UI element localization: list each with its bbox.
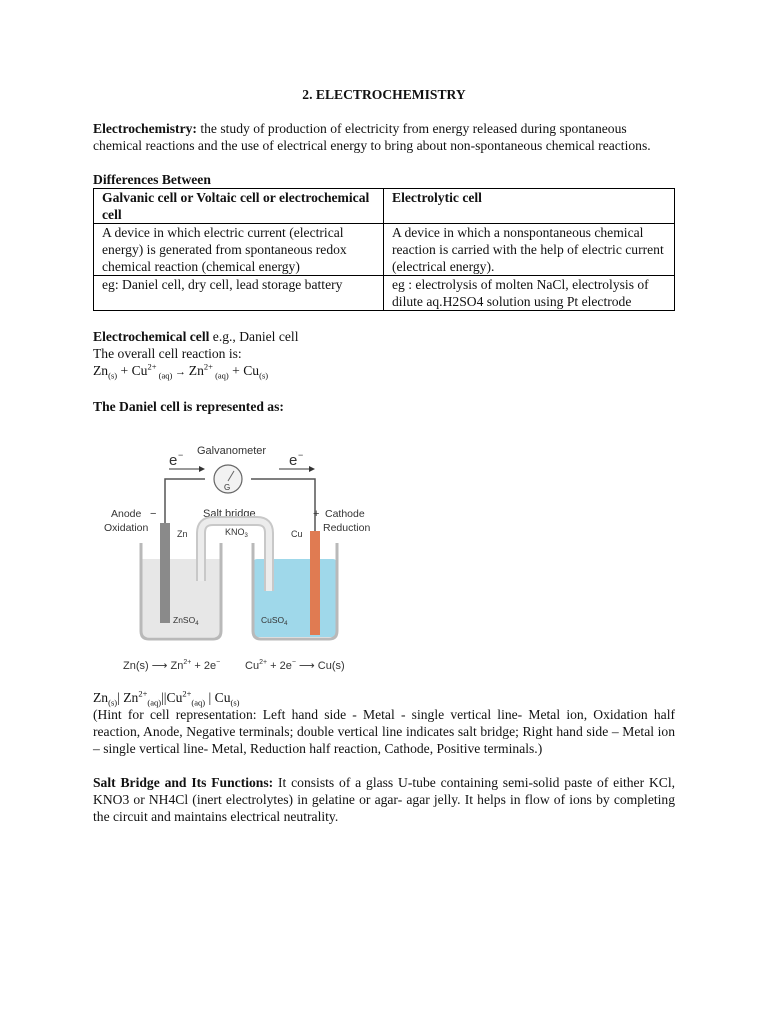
copper-electrode bbox=[310, 531, 320, 635]
zinc-electrode bbox=[160, 523, 170, 623]
cell-representation-hint: (Hint for cell representation: Left hand side - Metal - single vertical line- Metal ion, Oxidation half reaction, Anode, Negative terminals; double vertical line indicates salt bridge; Right hand side – Metal ion – single vertical line- Metal, Reduction half reaction, Cathode, Positive terminals.) bbox=[93, 707, 675, 756]
eq-part: (s) bbox=[108, 370, 118, 381]
notation-part: (s) bbox=[108, 697, 118, 708]
salt-bridge-paragraph bbox=[93, 774, 675, 825]
half-reaction-part: + 2e bbox=[267, 660, 292, 672]
half-reaction-part: − bbox=[291, 659, 296, 666]
definition-text: the study of production of electricity from energy released during spontaneous chemical reactions and the use of electrical energy to bring about non-spontaneous chemical reactions. bbox=[93, 121, 651, 153]
eq-part: Zn bbox=[188, 363, 204, 378]
notation-part: 2+ bbox=[138, 688, 148, 699]
daniel-cell-diagram bbox=[93, 433, 393, 681]
salt-bridge-label: Salt bridge bbox=[203, 508, 256, 520]
eq-part: (aq) bbox=[156, 370, 173, 381]
kno3-sub: 3 bbox=[244, 533, 248, 539]
copper-label: Cu bbox=[291, 529, 303, 539]
electrochemical-cell-text: e.g., Daniel cell bbox=[212, 329, 299, 344]
notation-part: | Cu bbox=[205, 690, 231, 705]
table-header-galvanic: Galvanic cell or Voltaic cell or electrochemical cell bbox=[94, 189, 384, 224]
eq-part: Zn bbox=[93, 363, 109, 378]
page-title: 2. ELECTROCHEMISTRY bbox=[302, 87, 466, 102]
reduction-label: Reduction bbox=[323, 522, 371, 534]
table-row bbox=[94, 224, 675, 276]
znso4-sub: 4 bbox=[195, 621, 199, 627]
kno3-label bbox=[225, 527, 249, 539]
reaction-arrow: → bbox=[172, 366, 189, 378]
cathode-plus: + bbox=[313, 508, 320, 520]
electrochemical-cell-term: Electrochemical cell bbox=[93, 329, 210, 344]
electrochemical-cell-line bbox=[93, 328, 675, 345]
znso4-text: ZnSO bbox=[173, 615, 196, 625]
eq-part: (s) bbox=[259, 370, 269, 381]
half-reaction-part: 2+ bbox=[183, 659, 192, 666]
table-header-electrolytic: Electrolytic cell bbox=[384, 189, 675, 224]
notation-part: (aq) bbox=[191, 697, 206, 708]
electron-label-left: e bbox=[169, 452, 178, 469]
anode-label: Anode bbox=[111, 508, 142, 520]
eq-part: (aq) bbox=[212, 370, 229, 381]
notation-part: | Zn bbox=[117, 690, 139, 705]
cuso4-text: CuSO bbox=[261, 615, 285, 625]
galvanometer-symbol: G bbox=[224, 483, 231, 492]
notation-part: ||Cu bbox=[161, 690, 183, 705]
daniel-cell-svg bbox=[93, 433, 393, 681]
cuso4-sub: 4 bbox=[284, 621, 288, 627]
table-cell: A device in which a nonspontaneous chemical reaction is carried with the help of electric current (electrical energy). bbox=[384, 224, 675, 276]
cathode-label: Cathode bbox=[325, 508, 365, 520]
half-reaction-part: + 2e bbox=[191, 660, 217, 672]
left-wire bbox=[165, 479, 205, 523]
cathode-half-reaction bbox=[245, 659, 345, 672]
eq-part: + bbox=[117, 363, 132, 378]
anode-half-reaction bbox=[123, 659, 220, 672]
document-page bbox=[93, 86, 675, 825]
eq-part: 2+ bbox=[147, 361, 157, 372]
overall-reaction-label: The overall cell reaction is: bbox=[93, 346, 242, 361]
anode-minus: − bbox=[150, 508, 157, 520]
table-cell: eg : electrolysis of molten NaCl, electrolysis of dilute aq.H2SO4 solution using Pt electrode bbox=[384, 276, 675, 311]
eq-part: Cu bbox=[243, 363, 260, 378]
differences-table bbox=[93, 188, 675, 311]
electron-label-right: e bbox=[289, 452, 298, 469]
kno3-text: KNO bbox=[225, 527, 245, 537]
notation-part: Zn bbox=[93, 690, 109, 705]
salt-bridge-term: Salt Bridge and Its Functions: bbox=[93, 775, 274, 790]
electron-charge-left: − bbox=[178, 450, 184, 460]
half-reaction-part: ⟶ Cu(s) bbox=[295, 660, 345, 672]
half-reaction-part: 2+ bbox=[259, 659, 268, 666]
half-reaction-part: Cu bbox=[245, 660, 260, 672]
zinc-label: Zn bbox=[177, 529, 188, 539]
oxidation-label: Oxidation bbox=[104, 522, 149, 534]
galvanometer-label: Galvanometer bbox=[197, 445, 267, 457]
differences-heading: Differences Between bbox=[93, 172, 211, 187]
notation-part: (aq) bbox=[147, 697, 162, 708]
eq-part: + bbox=[228, 363, 244, 378]
salt-bridge-text: It consists of a glass U-tube containing semi-solid paste of either KCl, KNO3 or NH4Cl (inert electrolytes) in gelatine or agar- agar jelly. It helps in flow of ions by completing the circuit and maintains electrical neutrality. bbox=[93, 775, 675, 824]
notation-part: (s) bbox=[230, 697, 240, 708]
arrow-head bbox=[199, 466, 205, 472]
cell-notation bbox=[93, 689, 675, 706]
half-reaction-part: − bbox=[216, 659, 221, 666]
overall-reaction-equation bbox=[93, 362, 675, 381]
daniel-cell-heading: The Daniel cell is represented as: bbox=[93, 399, 284, 414]
table-row bbox=[94, 276, 675, 311]
table-header-row bbox=[94, 189, 675, 224]
eq-part: Cu bbox=[131, 363, 148, 378]
notation-part: 2+ bbox=[182, 688, 192, 699]
eq-part: 2+ bbox=[203, 361, 213, 372]
half-reaction-part: Zn(s) ⟶ Zn bbox=[123, 660, 184, 672]
table-cell: eg: Daniel cell, dry cell, lead storage battery bbox=[94, 276, 384, 311]
arrow-head bbox=[309, 466, 315, 472]
electron-charge-right: − bbox=[298, 450, 304, 460]
definition-term: Electrochemistry: bbox=[93, 121, 197, 136]
table-cell: A device in which electric current (electrical energy) is generated from spontaneous redox chemical reaction (chemical energy) bbox=[94, 224, 384, 276]
definition-paragraph bbox=[93, 120, 675, 154]
znso4-solution bbox=[141, 559, 221, 637]
